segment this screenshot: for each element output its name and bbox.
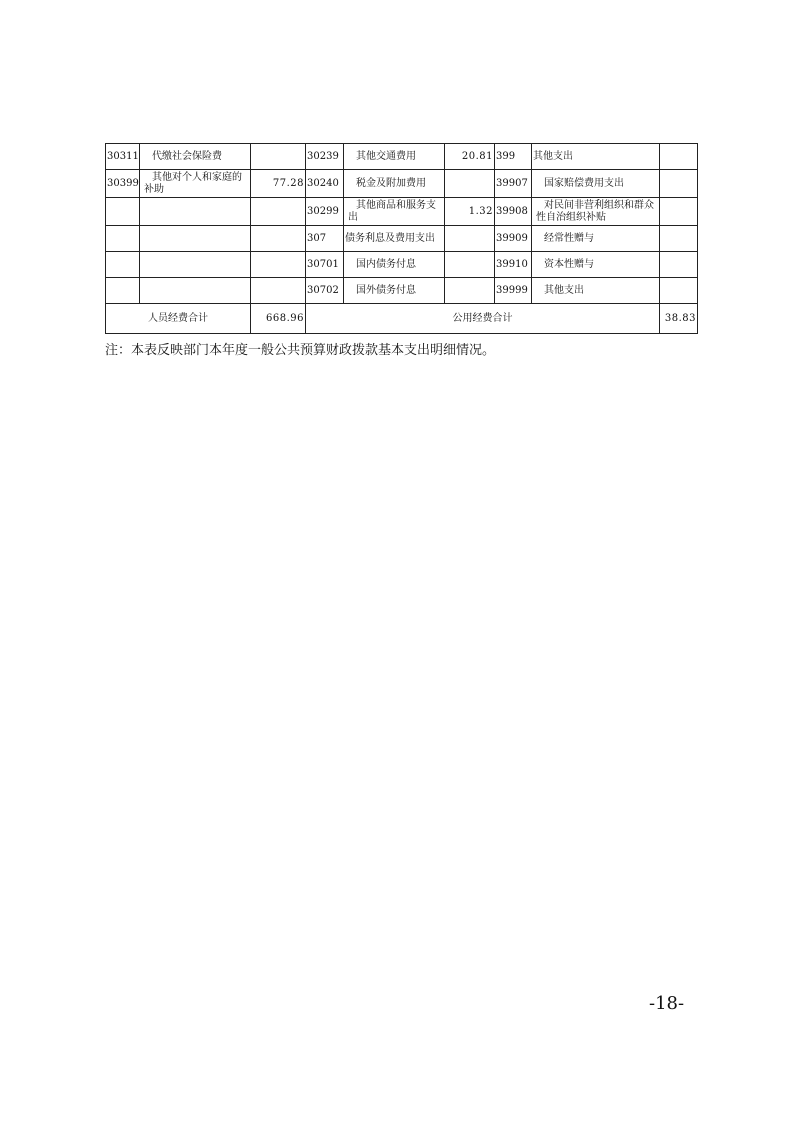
personnel-total-label: 人员经费合计 <box>106 304 251 334</box>
code-cell <box>106 252 140 278</box>
amount-cell <box>445 252 495 278</box>
item-name-cell <box>140 198 251 226</box>
amount-cell <box>445 170 495 198</box>
item-name-cell: 经常性赠与 <box>532 226 660 252</box>
code-cell <box>106 278 140 304</box>
code-cell <box>106 226 140 252</box>
code-cell <box>106 198 140 226</box>
code-cell: 39910 <box>495 252 532 278</box>
item-name-cell: 代缴社会保险费 <box>140 144 251 170</box>
amount-cell <box>251 198 306 226</box>
item-name-cell <box>140 170 251 198</box>
code-cell: 39909 <box>495 226 532 252</box>
table-row <box>106 144 698 170</box>
item-name-line: 其他商品和服务支 <box>356 199 436 211</box>
code-cell: 39999 <box>495 278 532 304</box>
amount-cell <box>445 278 495 304</box>
amount-cell <box>660 278 698 304</box>
amount-cell <box>251 144 306 170</box>
table-row <box>106 226 698 252</box>
amount-cell <box>660 252 698 278</box>
amount-cell <box>251 226 306 252</box>
public-total-label: 公用经费合计 <box>306 304 660 334</box>
code-cell: 30299 <box>306 198 344 226</box>
page-number: -18- <box>649 993 685 1014</box>
code-cell: 30240 <box>306 170 344 198</box>
code-cell: 39908 <box>495 198 532 226</box>
code-cell: 39907 <box>495 170 532 198</box>
table-note: 注：本表反映部门本年度一般公共预算财政拨款基本支出明细情况。 <box>105 343 496 358</box>
code-cell: 30702 <box>306 278 344 304</box>
amount-cell: 77.28 <box>251 170 306 198</box>
item-name-cell: 资本性赠与 <box>532 252 660 278</box>
amount-cell: 20.81 <box>445 144 495 170</box>
personnel-total-value: 668.96 <box>251 304 306 334</box>
amount-cell <box>660 170 698 198</box>
code-cell: 30239 <box>306 144 344 170</box>
amount-cell <box>251 278 306 304</box>
amount-cell <box>660 226 698 252</box>
item-name-cell <box>140 278 251 304</box>
code-cell: 399 <box>495 144 532 170</box>
code-cell: 307 <box>306 226 344 252</box>
table-row <box>106 198 698 226</box>
item-name-line: 出 <box>348 211 358 223</box>
item-name-cell <box>344 198 445 226</box>
item-name-line: 补助 <box>144 183 164 195</box>
amount-cell <box>660 144 698 170</box>
item-name-cell <box>140 252 251 278</box>
public-total-value: 38.83 <box>660 304 698 334</box>
item-name-cell: 国外债务付息 <box>344 278 445 304</box>
item-name-line: 性自治组织补贴 <box>536 211 606 223</box>
code-cell: 30399 <box>106 170 140 198</box>
amount-cell <box>445 226 495 252</box>
expenditure-detail-table <box>105 143 698 334</box>
totals-row <box>106 304 698 334</box>
item-name-cell <box>140 226 251 252</box>
amount-cell <box>251 252 306 278</box>
item-name-cell: 其他支出 <box>532 144 660 170</box>
table-row <box>106 278 698 304</box>
amount-cell <box>660 198 698 226</box>
code-cell: 30701 <box>306 252 344 278</box>
table-row <box>106 252 698 278</box>
item-name-cell: 其他支出 <box>532 278 660 304</box>
table-row <box>106 170 698 198</box>
item-name-cell: 国家赔偿费用支出 <box>532 170 660 198</box>
item-name-cell: 税金及附加费用 <box>344 170 445 198</box>
item-name-cell <box>532 198 660 226</box>
item-name-line: 其他对个人和家庭的 <box>152 171 242 183</box>
code-cell: 30311 <box>106 144 140 170</box>
item-name-line: 对民间非营利组织和群众 <box>544 199 654 211</box>
item-name-cell: 国内债务付息 <box>344 252 445 278</box>
amount-cell: 1.32 <box>445 198 495 226</box>
item-name-cell: 其他交通费用 <box>344 144 445 170</box>
item-name-cell: 债务利息及费用支出 <box>344 226 445 252</box>
